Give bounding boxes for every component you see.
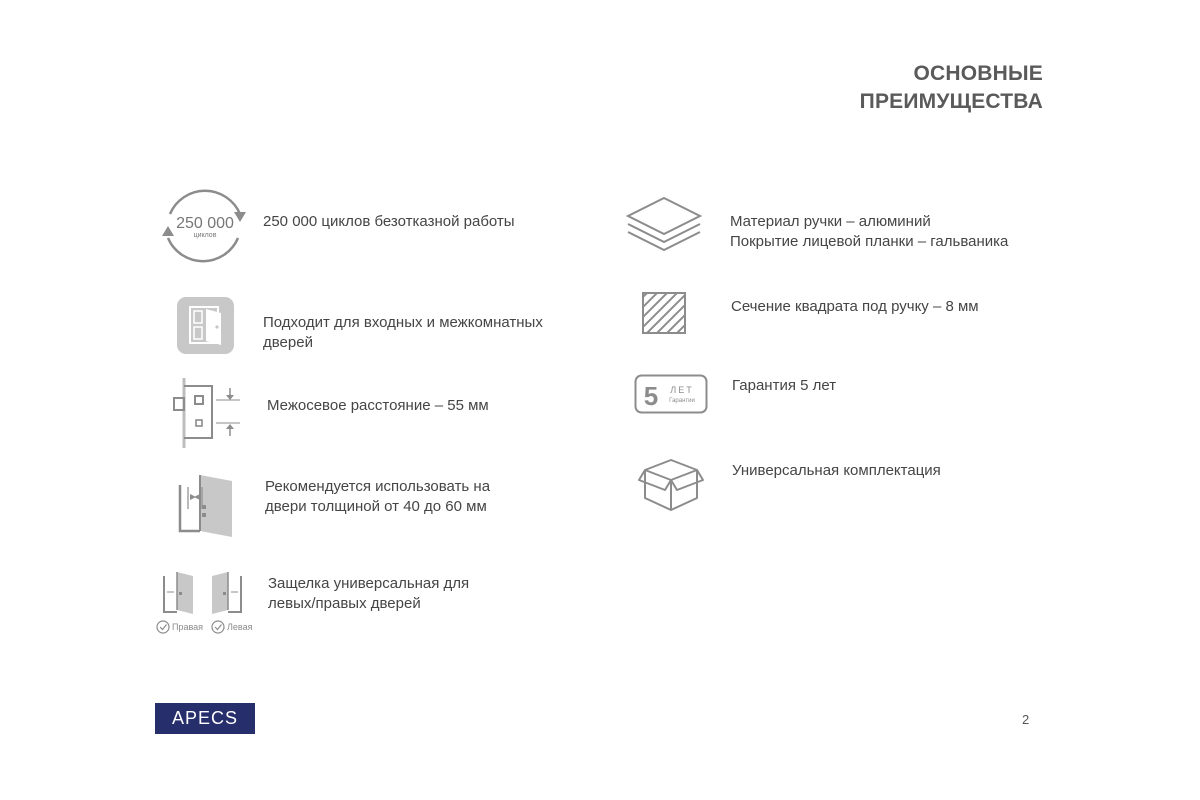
apecs-logo: APECS — [155, 703, 255, 734]
feature-line: Гарантия 5 лет — [732, 377, 837, 394]
page-title — [860, 60, 1043, 116]
lock-distance-icon — [170, 376, 242, 450]
feature-line: Материал ручки – алюминий — [730, 213, 931, 230]
door-type-icon — [177, 297, 234, 354]
warranty-sub: Гарантии — [669, 398, 695, 404]
box-icon — [637, 456, 705, 514]
feature-universal-latch — [268, 574, 469, 614]
warranty-word: ЛЕТ — [670, 385, 694, 395]
page-number: 2 — [1022, 712, 1030, 727]
feature-square-section — [731, 297, 979, 317]
left-door-label: Левая — [227, 622, 253, 632]
title-line-1: ОСНОВНЫЕ — [913, 62, 1043, 85]
feature-line: Универсальная комплектация — [732, 462, 941, 479]
feature-line: дверей — [263, 334, 313, 351]
feature-line: Рекомендуется использовать на — [265, 478, 491, 495]
warranty-number: 5 — [643, 381, 659, 411]
feature-lock-distance — [267, 396, 489, 416]
feature-line: Подходит для входных и межкомнатных — [263, 314, 543, 331]
feature-door-thickness — [265, 477, 490, 517]
feature-door-type — [263, 313, 543, 353]
feature-kit — [732, 461, 941, 481]
feature-line: Сечение квадрата под ручку – 8 мм — [731, 298, 979, 315]
feature-line: 250 000 циклов безотказной работы — [263, 213, 515, 230]
feature-warranty — [732, 376, 836, 396]
feature-material — [730, 212, 1008, 252]
warranty-icon — [634, 374, 708, 414]
feature-line: Покрытие лицевой планки – гальваника — [730, 233, 1009, 250]
title-line-2: ПРЕИМУЩЕСТВА — [859, 90, 1043, 113]
feature-line: Межосевое расстояние – 55 мм — [267, 397, 489, 414]
right-door-label: Правая — [172, 622, 204, 632]
feature-line: левых/правых дверей — [268, 595, 421, 612]
layers-icon — [626, 196, 702, 252]
feature-cycles — [263, 212, 515, 232]
feature-line: двери толщиной от 40 до 60 мм — [265, 498, 487, 515]
cycle-sub: циклов — [193, 232, 217, 239]
left-right-doors-icon — [155, 570, 259, 636]
cycle-counter-icon — [156, 184, 252, 268]
square-section-icon — [642, 292, 686, 334]
feature-line: Защелка универсальная для — [268, 575, 470, 592]
cycle-number: 250 000 — [176, 215, 234, 232]
door-thickness-icon — [172, 471, 238, 541]
